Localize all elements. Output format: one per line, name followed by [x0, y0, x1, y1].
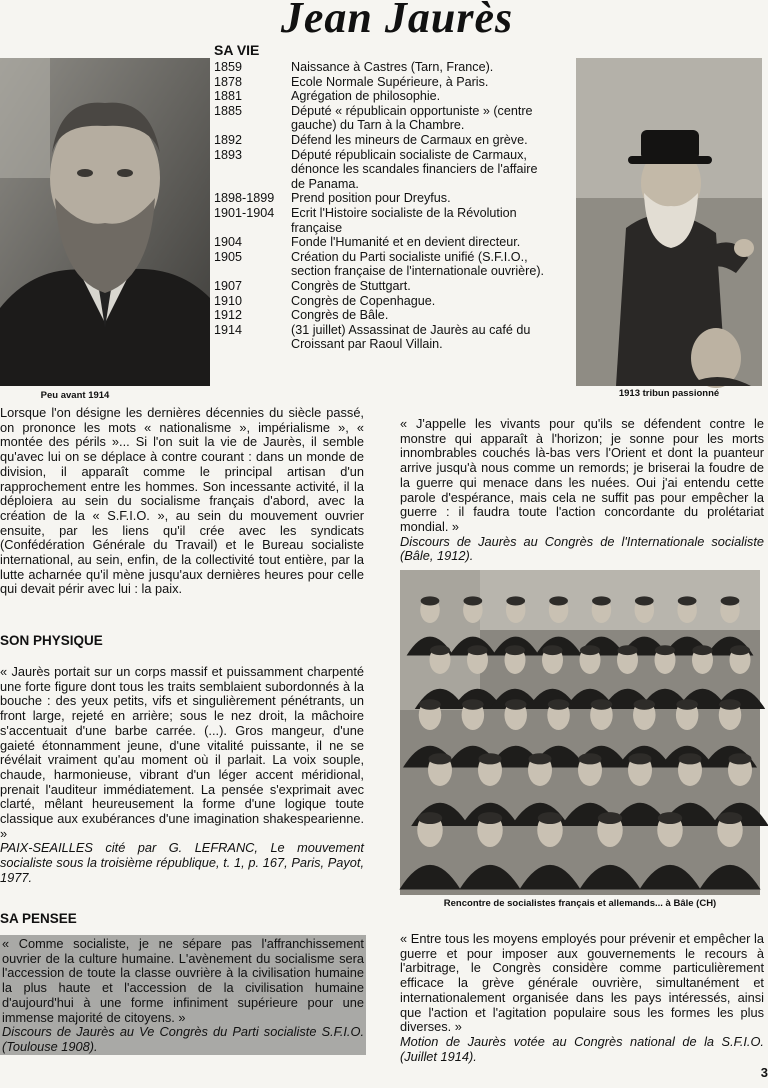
timeline-row — [214, 308, 554, 323]
timeline-row — [214, 89, 554, 104]
timeline-year: 1905 — [214, 249, 243, 264]
timeline-event: Défend les mineurs de Carmaux en grève. — [291, 132, 528, 147]
timeline-row — [214, 235, 554, 250]
timeline-event: Député « républicain opportuniste » (centre gauche) du Tarn à la Chambre. — [291, 103, 533, 133]
timeline-row — [214, 133, 554, 148]
page-number: 3 — [760, 1065, 768, 1080]
timeline-event: Congrès de Bâle. — [291, 308, 389, 323]
pensee-text: « Comme socialiste, je ne sépare pas l'affranchissement ouvrier de la culture humaine. L'avènement du socialisme sera l'accession de toute la classe ouvrière à la civilisation humaine la plus haute et l'accession de la civilisation humaine d'aujourd'hui à une forme infiniment supérieure pour une immense majorité de citoyens. » Discours de Jaurès au Ve Congrès du Parti socialiste S.F.I.O. (Toulouse 1908). — [2, 936, 364, 1054]
timeline-row — [214, 294, 554, 309]
timeline-event: Création du Parti socialiste unifié (S.F.I.O., section française de l'internationale ouvrière). — [291, 249, 545, 279]
pensee-source: Discours de Jaurès au Ve Congrès du Parti socialiste S.F.I.O. (Toulouse 1908). — [2, 1024, 364, 1054]
timeline-row — [214, 60, 554, 75]
timeline-year: 1914 — [214, 322, 243, 337]
timeline-year: 1881 — [214, 89, 243, 104]
timeline-event: Congrès de Copenhague. — [291, 293, 436, 308]
timeline-event: Fonde l'Humanité et en devient directeur. — [291, 235, 521, 250]
bale-quote: « J'appelle les vivants pour qu'ils se défendent contre le monstre qui apparaît à l'horizon; je sonne pour les morts innombrables couchés là-bas vers l'Orient et dont la puanteur arrive jusqu'à nous comme un remords; je briserai la foudre de la guerre qui menace dans les nuées. Oui j'ai entendu cette parole d'espérance, mais cela ne suffit pas pour empêcher la guerre : il faudra toute l'action concordante du prolétariat mondial. » Discours de Jaurès au Congrès de l'Internationale socialiste (Bâle, 1912). — [400, 416, 764, 564]
portrait-caption: Peu avant 1914 — [40, 390, 110, 401]
timeline-row — [214, 75, 554, 90]
timeline-event: Naissance à Castres (Tarn, France). — [291, 60, 494, 74]
pensee-heading: SA PENSEE — [0, 911, 77, 926]
tribun-caption: 1913 tribun passionné — [618, 388, 720, 399]
timeline-row — [214, 250, 554, 279]
timeline-row — [214, 206, 554, 235]
timeline-year: 1904 — [214, 235, 243, 250]
page-title: Jean Jaurès — [280, 0, 514, 42]
timeline-year: 1885 — [214, 103, 243, 118]
timeline-year: 1898-1899 — [214, 191, 275, 206]
tribun-photo — [576, 58, 762, 386]
timeline — [214, 60, 554, 352]
timeline-year: 1893 — [214, 147, 243, 162]
timeline-year: 1907 — [214, 278, 243, 293]
timeline-year: 1859 — [214, 60, 243, 74]
timeline-year: 1878 — [214, 74, 243, 89]
physique-heading: SON PHYSIQUE — [0, 633, 103, 648]
timeline-event: Ecole Normale Supérieure, à Paris. — [291, 74, 489, 89]
timeline-event: Député républicain socialiste de Carmaux, dénonce les scandales financiers de l'affaire de Panama. — [291, 147, 538, 191]
group-photo — [400, 570, 760, 895]
timeline-event: (31 juillet) Assassinat de Jaurès au café du Croissant par Raoul Villain. — [291, 322, 531, 352]
timeline-row — [214, 148, 554, 192]
timeline-event: Ecrit l'Histoire socialiste de la Révolution française — [291, 205, 517, 235]
timeline-year: 1892 — [214, 132, 243, 147]
physique-source: PAIX-SEAILLES cité par G. LEFRANC, Le mouvement socialiste sous la troisième république, t. 1, p. 167, Paris, Payot, 1977. — [0, 840, 364, 885]
timeline-event: Agrégation de philosophie. — [291, 89, 441, 104]
motion-source: Motion de Jaurès votée au Congrès national de la S.F.I.O. (Juillet 1914). — [400, 1033, 764, 1064]
timeline-row — [214, 191, 554, 206]
group-caption: Rencontre de socialistes français et allemands... à Bâle (CH) — [443, 898, 717, 909]
vie-heading: SA VIE — [214, 42, 260, 58]
timeline-row — [214, 104, 554, 133]
timeline-row — [214, 323, 554, 352]
timeline-year: 1901-1904 — [214, 205, 275, 220]
bale-source: Discours de Jaurès au Congrès de l'Internationale socialiste (Bâle, 1912). — [400, 533, 764, 564]
portrait-photo — [0, 58, 210, 386]
intro-text: Lorsque l'on désigne les dernières décennies du siècle passé, on prononce les mots « nationalisme », impérialisme », « montée des périls »... Si l'on suit la vie de Jaurès, il semble qu'avec lui on se déplace à contre courant : dans un monde de division, il apparaît comme le principal artisan d'un rapprochement entre les hommes. Son incessante activité, il la déploiera au sein du socialisme français d'abord, avec la création de la « S.F.I.O. », au sein du mouvement ouvrier ensuite, par les liens qu'il crée avec les syndicats (Confédération Générale du Travail) et le Bureau socialiste international, au sein, enfin, de la collectivité tout entière, par la lutte acharnée qu'il mène jusqu'aux dernières heures pour celle qui devait périr avec lui : la paix. — [0, 405, 364, 597]
timeline-year: 1912 — [214, 308, 243, 323]
timeline-event: Congrès de Stuttgart. — [291, 278, 411, 293]
timeline-row — [214, 279, 554, 294]
timeline-year: 1910 — [214, 293, 243, 308]
physique-text: « Jaurès portait sur un corps massif et puissamment charpenté une forte figure dont tous les traits semblaient subordonnés à la bouche : des yeux petits, vifs et singulièrement pénétrants, un front large, rejeté en arrière; sous le nez droit, la mâchoire s'accentuait d'une barbe carrée. (...). Gros mangeur, d'une gaieté étonnamment jeune, d'une vitalité puissante, il ne se révélait vraiment qu'au moment où il parlait. La voix souple, chaude, harmonieuse, vibrant d'un léger accent méridional, prenait l'auditeur immédiatement. La pensée s'exprimait avec clarté, mêlant heureusement la forme d'une logique toute classique aux exubérances d'une imagination shakespearienne. » PAIX-SEAILLES cité par G. LEFRANC, Le mouvement socialiste sous la troisième république, t. 1, p. 167, Paris, Payot, 1977. — [0, 664, 364, 885]
motion-text: « Entre tous les moyens employés pour prévenir et empêcher la guerre et pour imposer aux gouvernements le recours à l'arbitrage, le Congrès considère comme particulièrement efficace la grève générale ouvrière, simultanément et internationalement organisée dans les pays intéressés, ainsi que l'action et l'agitation populaire sous les formes les plus diverses. » Motion de Jaurès votée au Congrès national de la S.F.I.O. (Juillet 1914). — [400, 931, 764, 1064]
timeline-event: Prend position pour Dreyfus. — [291, 191, 451, 206]
